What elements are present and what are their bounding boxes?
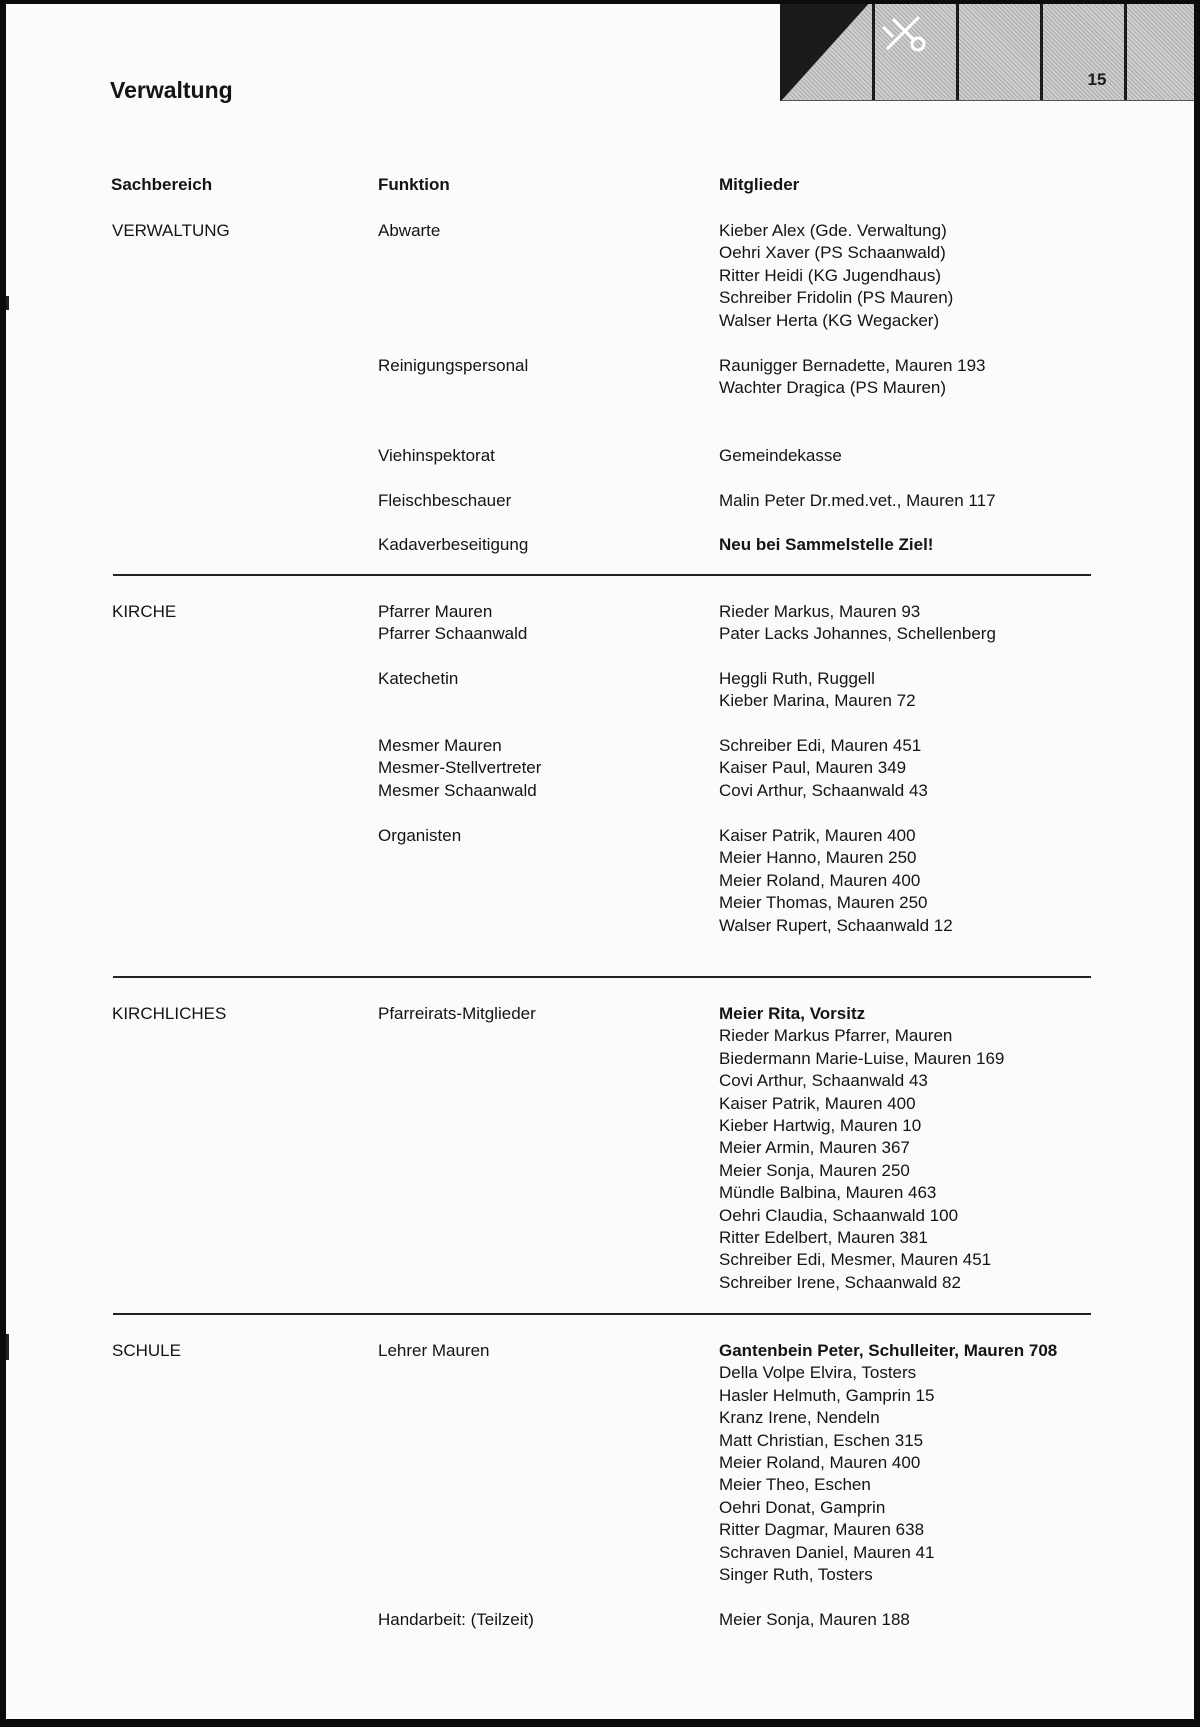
member-entry: Kaiser Patrik, Mauren 400	[719, 1093, 916, 1113]
member-entry: Rieder Markus, Mauren 93	[719, 602, 921, 621]
member-entry: Schreiber Edi, Mauren 451	[719, 736, 922, 755]
member-entry: Oehri Claudia, Schaanwald 100	[719, 1205, 959, 1225]
document-page	[6, 4, 1194, 1719]
function-label: Mesmer Schaanwald	[378, 780, 537, 800]
column-header-funktion: Funktion	[378, 175, 450, 194]
member-entry: Hasler Helmuth, Gamprin 15	[719, 1385, 935, 1405]
function-cell	[378, 490, 511, 512]
function-cell	[378, 1609, 534, 1631]
function-cell	[378, 1003, 536, 1025]
function-label: Reinigungspersonal	[378, 356, 529, 375]
function-cell	[378, 445, 495, 467]
function-cell	[378, 668, 458, 690]
member-entry: Meier Roland, Mauren 400	[719, 1453, 921, 1473]
section-label-verwaltung: VERWALTUNG	[112, 221, 230, 240]
members-cell	[719, 534, 933, 556]
tab-divider	[956, 4, 959, 100]
member-entry: Matt Christian, Eschen 315	[719, 1430, 924, 1450]
members-cell	[719, 490, 996, 512]
function-cell	[378, 534, 528, 556]
function-label: Lehrer Mauren	[378, 1341, 490, 1360]
member-entry: Schreiber Irene, Schaanwald 82	[719, 1272, 961, 1292]
member-entry: Meier Thomas, Mauren 250	[719, 893, 928, 913]
member-entry: Heggli Ruth, Ruggell	[719, 669, 875, 688]
member-entry: Meier Sonja, Mauren 250	[719, 1160, 910, 1180]
member-entry: Oehri Donat, Gamprin	[719, 1497, 886, 1517]
member-entry: Singer Ruth, Tosters	[719, 1565, 873, 1585]
members-cell	[719, 668, 916, 713]
member-entry: Oehri Xaver (PS Schaanwald)	[719, 243, 946, 263]
function-cell	[378, 1340, 490, 1362]
member-entry: Kaiser Paul, Mauren 349	[719, 758, 907, 778]
members-cell	[719, 825, 953, 937]
function-cell	[378, 735, 541, 802]
column-header-mitglieder: Mitglieder	[719, 175, 800, 194]
member-entry: Meier Sonja, Mauren 188	[719, 1610, 910, 1629]
scan-edge-mark	[6, 1334, 9, 1360]
page-number: 15	[1087, 70, 1107, 89]
member-entry: Malin Peter Dr.med.vet., Mauren 117	[719, 491, 996, 510]
member-entry: Meier Roland, Mauren 400	[719, 870, 921, 890]
member-entry: Walser Herta (KG Wegacker)	[719, 310, 940, 330]
tab-diagonal	[782, 4, 872, 100]
member-entry: Della Volpe Elvira, Tosters	[719, 1363, 917, 1383]
member-entry: Covi Arthur, Schaanwald 43	[719, 1071, 928, 1091]
section-label-kirchliches: KIRCHLICHES	[112, 1004, 227, 1023]
function-cell	[378, 220, 440, 242]
section-divider	[113, 1313, 1091, 1315]
member-entry: Rieder Markus Pfarrer, Mauren	[719, 1026, 953, 1046]
function-cell	[378, 825, 461, 847]
member-entry: Covi Arthur, Schaanwald 43	[719, 780, 928, 800]
function-label: Fleischbeschauer	[378, 491, 512, 510]
member-entry: Wachter Dragica (PS Mauren)	[719, 378, 947, 398]
function-label: Pfarreirats-Mitglieder	[378, 1004, 536, 1023]
function-label: Mesmer-Stellvertreter	[378, 758, 542, 778]
member-entry: Kaiser Patrik, Mauren 400	[719, 826, 916, 845]
member-entry: Ritter Edelbert, Mauren 381	[719, 1228, 928, 1248]
section-divider	[113, 574, 1091, 576]
tab-divider	[1040, 4, 1043, 100]
function-label: Pfarrer Mauren	[378, 602, 493, 621]
function-label: Pfarrer Schaanwald	[378, 624, 528, 644]
crest-icon	[874, 4, 934, 60]
member-entry: Mündle Balbina, Mauren 463	[719, 1183, 937, 1203]
member-entry: Raunigger Bernadette, Mauren 193	[719, 356, 986, 375]
section-tab-strip	[780, 4, 1194, 101]
tab-divider	[872, 4, 875, 100]
member-entry: Ritter Heidi (KG Jugendhaus)	[719, 265, 942, 285]
function-label: Mesmer Mauren	[378, 736, 502, 755]
member-entry: Kranz Irene, Nendeln	[719, 1408, 880, 1428]
member-entry: Walser Rupert, Schaanwald 12	[719, 915, 953, 935]
function-label: Viehinspektorat	[378, 446, 495, 465]
section-label-schule: SCHULE	[112, 1341, 181, 1360]
member-entry: Kieber Hartwig, Mauren 10	[719, 1116, 922, 1136]
page-title: Verwaltung	[110, 77, 233, 103]
function-label: Organisten	[378, 826, 462, 845]
members-cell	[719, 1609, 910, 1631]
members-cell	[719, 1003, 1004, 1294]
member-entry: Meier Theo, Eschen	[719, 1475, 871, 1495]
member-entry: Pater Lacks Johannes, Schellenberg	[719, 624, 996, 644]
section-label-kirche: KIRCHE	[112, 602, 177, 621]
member-entry: Schreiber Fridolin (PS Mauren)	[719, 288, 954, 308]
member-entry: Gemeindekasse	[719, 446, 842, 465]
members-cell	[719, 355, 986, 400]
member-entry: Ritter Dagmar, Mauren 638	[719, 1520, 925, 1540]
members-cell	[719, 445, 842, 467]
function-label: Handarbeit: (Teilzeit)	[378, 1610, 534, 1629]
tab-divider	[1124, 4, 1127, 100]
member-notice: Neu bei Sammelstelle Ziel!	[719, 535, 934, 554]
member-entry-head: Gantenbein Peter, Schulleiter, Mauren 708	[719, 1341, 1058, 1360]
function-cell	[378, 355, 528, 377]
member-entry: Biedermann Marie-Luise, Mauren 169	[719, 1048, 1005, 1068]
function-label: Abwarte	[378, 221, 441, 240]
member-entry: Meier Hanno, Mauren 250	[719, 848, 917, 868]
member-entry: Schreiber Edi, Mesmer, Mauren 451	[719, 1250, 992, 1270]
scan-edge-mark	[6, 296, 9, 310]
member-entry: Meier Armin, Mauren 367	[719, 1138, 910, 1158]
members-cell	[719, 735, 928, 802]
member-entry: Kieber Marina, Mauren 72	[719, 691, 916, 711]
function-label: Katechetin	[378, 669, 459, 688]
column-header-sachbereich: Sachbereich	[111, 175, 213, 194]
function-label: Kadaverbeseitigung	[378, 535, 529, 554]
member-entry: Schraven Daniel, Mauren 41	[719, 1542, 935, 1562]
members-cell	[719, 601, 996, 646]
section-divider	[113, 976, 1091, 978]
member-entry-chair: Meier Rita, Vorsitz	[719, 1004, 866, 1023]
members-cell	[719, 220, 953, 332]
member-entry: Kieber Alex (Gde. Verwaltung)	[719, 221, 947, 240]
members-cell	[719, 1340, 1057, 1586]
function-cell	[378, 601, 527, 646]
